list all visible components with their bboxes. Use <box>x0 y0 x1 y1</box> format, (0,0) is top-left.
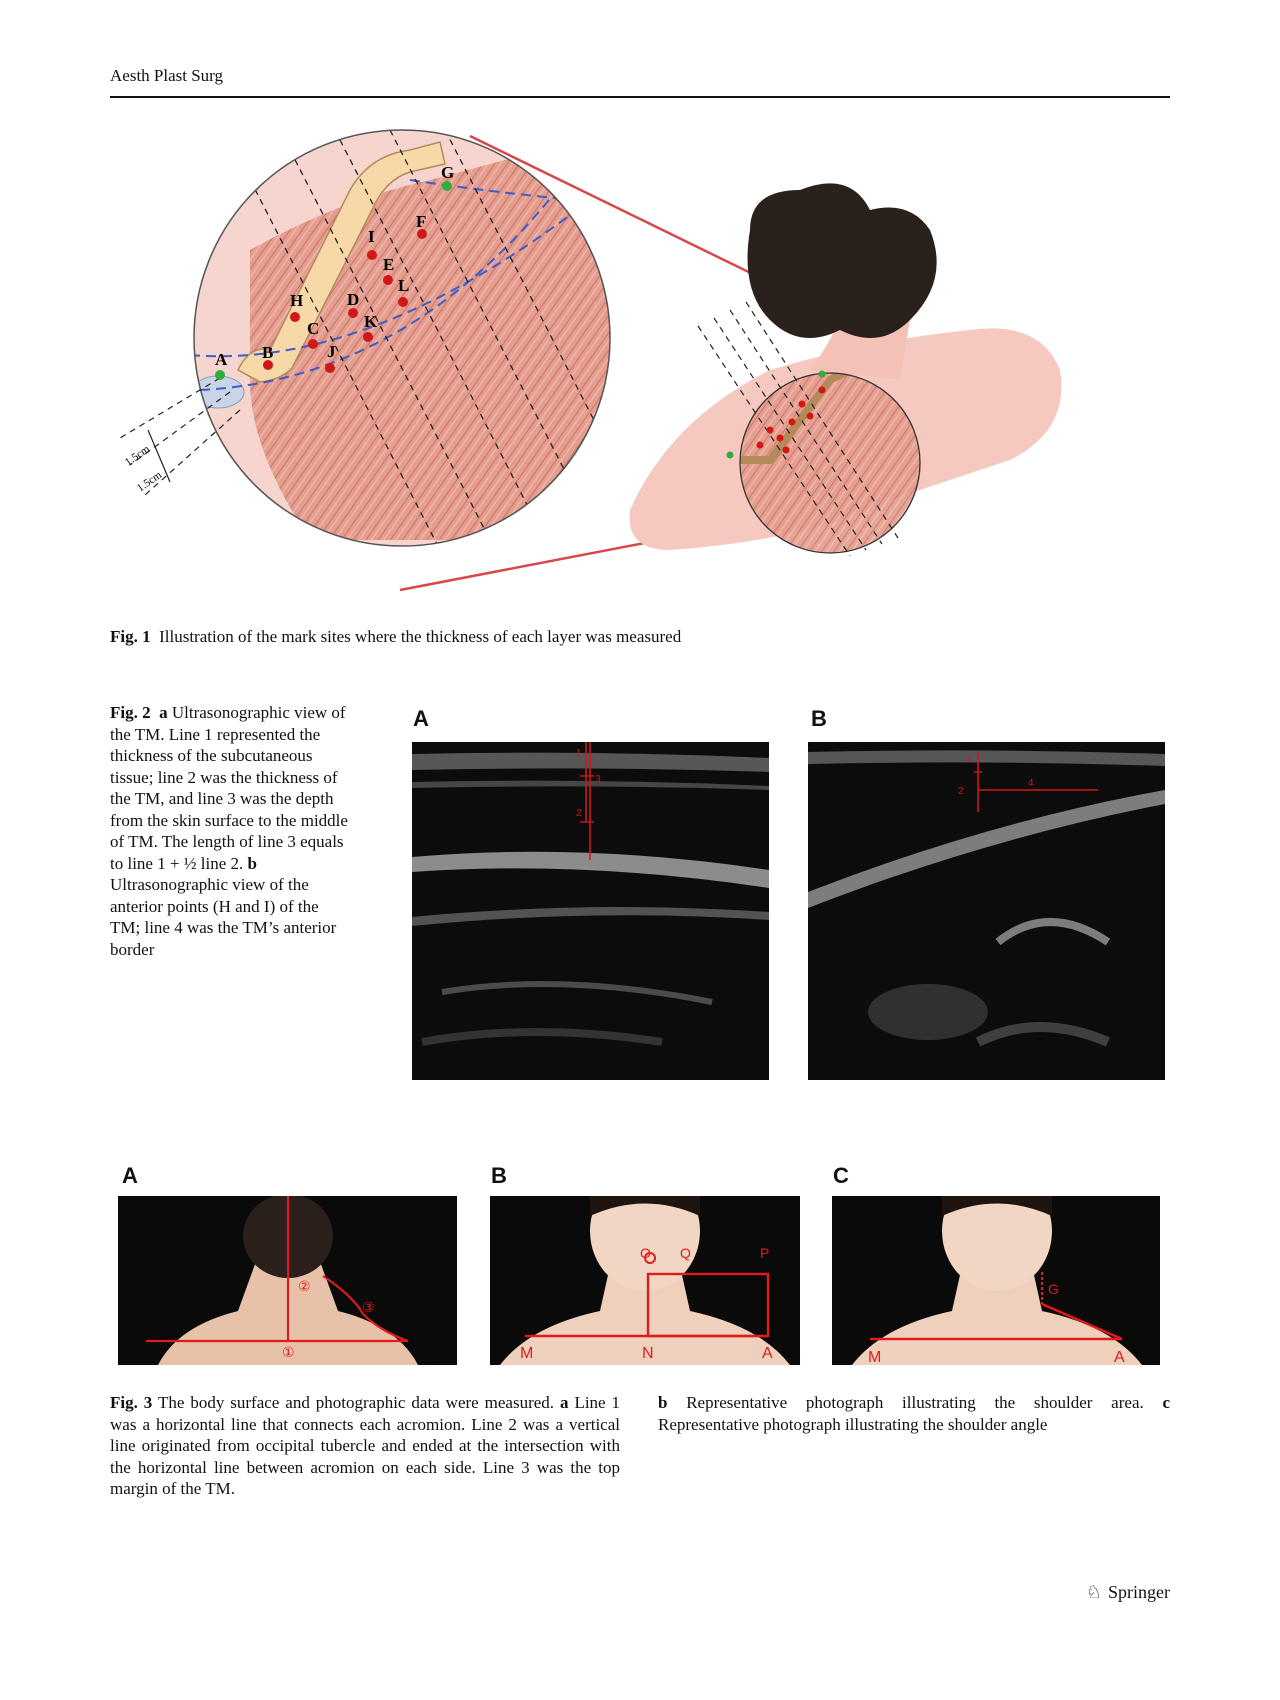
fig2-panel-a-letter: A <box>413 706 429 731</box>
point-a-marker <box>215 370 225 380</box>
measure-label-1: 1.5cm <box>122 443 153 469</box>
fig1-illustration <box>110 120 1170 600</box>
fig3-caption-left <box>110 1392 620 1500</box>
fig3-caption-intro: The body surface and photographic data were measured. <box>157 1393 555 1412</box>
us-a-line-3-label: 3 <box>595 774 601 785</box>
fig3-caption-label: Fig. 3 <box>110 1393 153 1412</box>
point-label-i: I <box>368 227 375 246</box>
shoulder-label-q: Q <box>680 1245 691 1261</box>
fig1-caption <box>110 626 1170 648</box>
us-a-line-1-label: 1 <box>576 748 582 759</box>
fig3-caption-a-label: a <box>559 1393 569 1412</box>
angle-label-a: A <box>1114 1349 1125 1365</box>
ultrasound-image-a <box>412 742 769 1080</box>
point-d-marker <box>348 308 358 318</box>
springer-logo-icon: ♘ <box>1085 1582 1102 1602</box>
angle-label-m: M <box>868 1349 882 1365</box>
fig3-panel-a-letter: A <box>122 1163 138 1188</box>
publisher-name: Springer <box>1108 1582 1170 1602</box>
us-b-line-2-label: 2 <box>958 786 964 797</box>
fig2-caption-b-label: b <box>247 853 258 873</box>
point-label-g: G <box>441 163 455 182</box>
fig3-caption-c-label: c <box>1162 1393 1170 1412</box>
fig3-caption-b-label: b <box>658 1393 668 1412</box>
point-label-f: F <box>416 212 427 231</box>
fig1-caption-label: Fig. 1 <box>110 627 151 646</box>
photo-back-neck <box>118 1196 457 1365</box>
point-l-marker <box>398 297 408 307</box>
point-e-marker <box>383 275 393 285</box>
photo-front-shoulder-area <box>490 1196 800 1365</box>
hair <box>748 183 937 338</box>
point-g-marker <box>442 181 452 191</box>
fig2-caption-label: Fig. 2 <box>110 703 151 722</box>
point-label-j: J <box>327 342 336 361</box>
point-label-h: H <box>290 291 304 310</box>
angle-label-g: G <box>1048 1281 1059 1297</box>
point-h-marker <box>290 312 300 322</box>
fig2-caption-a: Ultrasonographic view of the TM. Line 1 represented the thickness of the subcutaneous tissue; line 2 was the thickness of the TM, and line 3 was the depth from the skin surface to the middle of TM. The length of line 3 equals to line 1 + ½ line 2. <box>110 703 348 873</box>
ultrasound-image-b <box>808 742 1165 1080</box>
shoulder-label-p: P <box>760 1245 770 1261</box>
fig3-panel-b-letter: B <box>491 1163 507 1188</box>
point-label-c: C <box>307 319 320 338</box>
point-k-marker <box>363 332 373 342</box>
journal-name: Aesth Plast Surg <box>110 66 224 85</box>
fig2-caption-b: Ultrasonographic view of the anterior points (H and I) of the TM; line 4 was the TM’s anterior border <box>110 875 337 959</box>
back-line-2-label: ② <box>298 1279 311 1295</box>
us-b-line-1-label: 1 <box>966 754 972 765</box>
point-label-b: B <box>262 343 274 362</box>
photo-front-shoulder-angle <box>832 1196 1160 1365</box>
header-rule <box>110 96 1170 98</box>
fig3-caption-b: Representative photograph illustrating the shoulder area. <box>686 1393 1144 1412</box>
fig1-caption-text: Illustration of the mark sites where the thickness of each layer was measured <box>159 627 682 646</box>
fig3-panel-c-letter: C <box>833 1163 849 1188</box>
shoulder-label-m: M <box>520 1345 534 1362</box>
shoulder-label-a: A <box>762 1345 773 1362</box>
point-label-k: K <box>364 312 378 331</box>
fig3-caption-right <box>658 1392 1170 1435</box>
shoulder-label-o: O <box>640 1245 651 1261</box>
back-line-1-label: ① <box>282 1345 295 1361</box>
measure-label-2: 1.5cm <box>134 469 165 495</box>
point-label-l: L <box>398 276 410 295</box>
point-j-marker <box>325 363 335 373</box>
back-view-illustration <box>630 183 1062 560</box>
shoulder-label-n: N <box>642 1345 654 1362</box>
point-label-a: A <box>215 350 228 369</box>
publisher-footer <box>1086 1582 1170 1603</box>
us-a-line-2-label: 2 <box>576 808 582 819</box>
point-i-marker <box>367 250 377 260</box>
point-label-d: D <box>347 290 360 309</box>
point-c-marker <box>308 339 318 349</box>
us-b-line-4-label: 4 <box>1028 778 1034 789</box>
point-label-e: E <box>383 255 395 274</box>
back-line-3-label: ③ <box>362 1300 375 1316</box>
fig2-panel-b-letter: B <box>811 706 827 731</box>
fig3-caption-a: Line 1 was a horizontal line that connects each acromion. Line 2 was a vertical line originated from occipital tubercle and ended at the intersection with the horizontal line between acromion on each side. Line 3 was the top margin of the TM. <box>110 1393 621 1498</box>
fig2-caption-a-label: a <box>159 703 168 722</box>
fig2-caption <box>110 702 348 960</box>
fig3-caption-c: Representative photograph illustrating the shoulder angle <box>658 1414 1048 1434</box>
